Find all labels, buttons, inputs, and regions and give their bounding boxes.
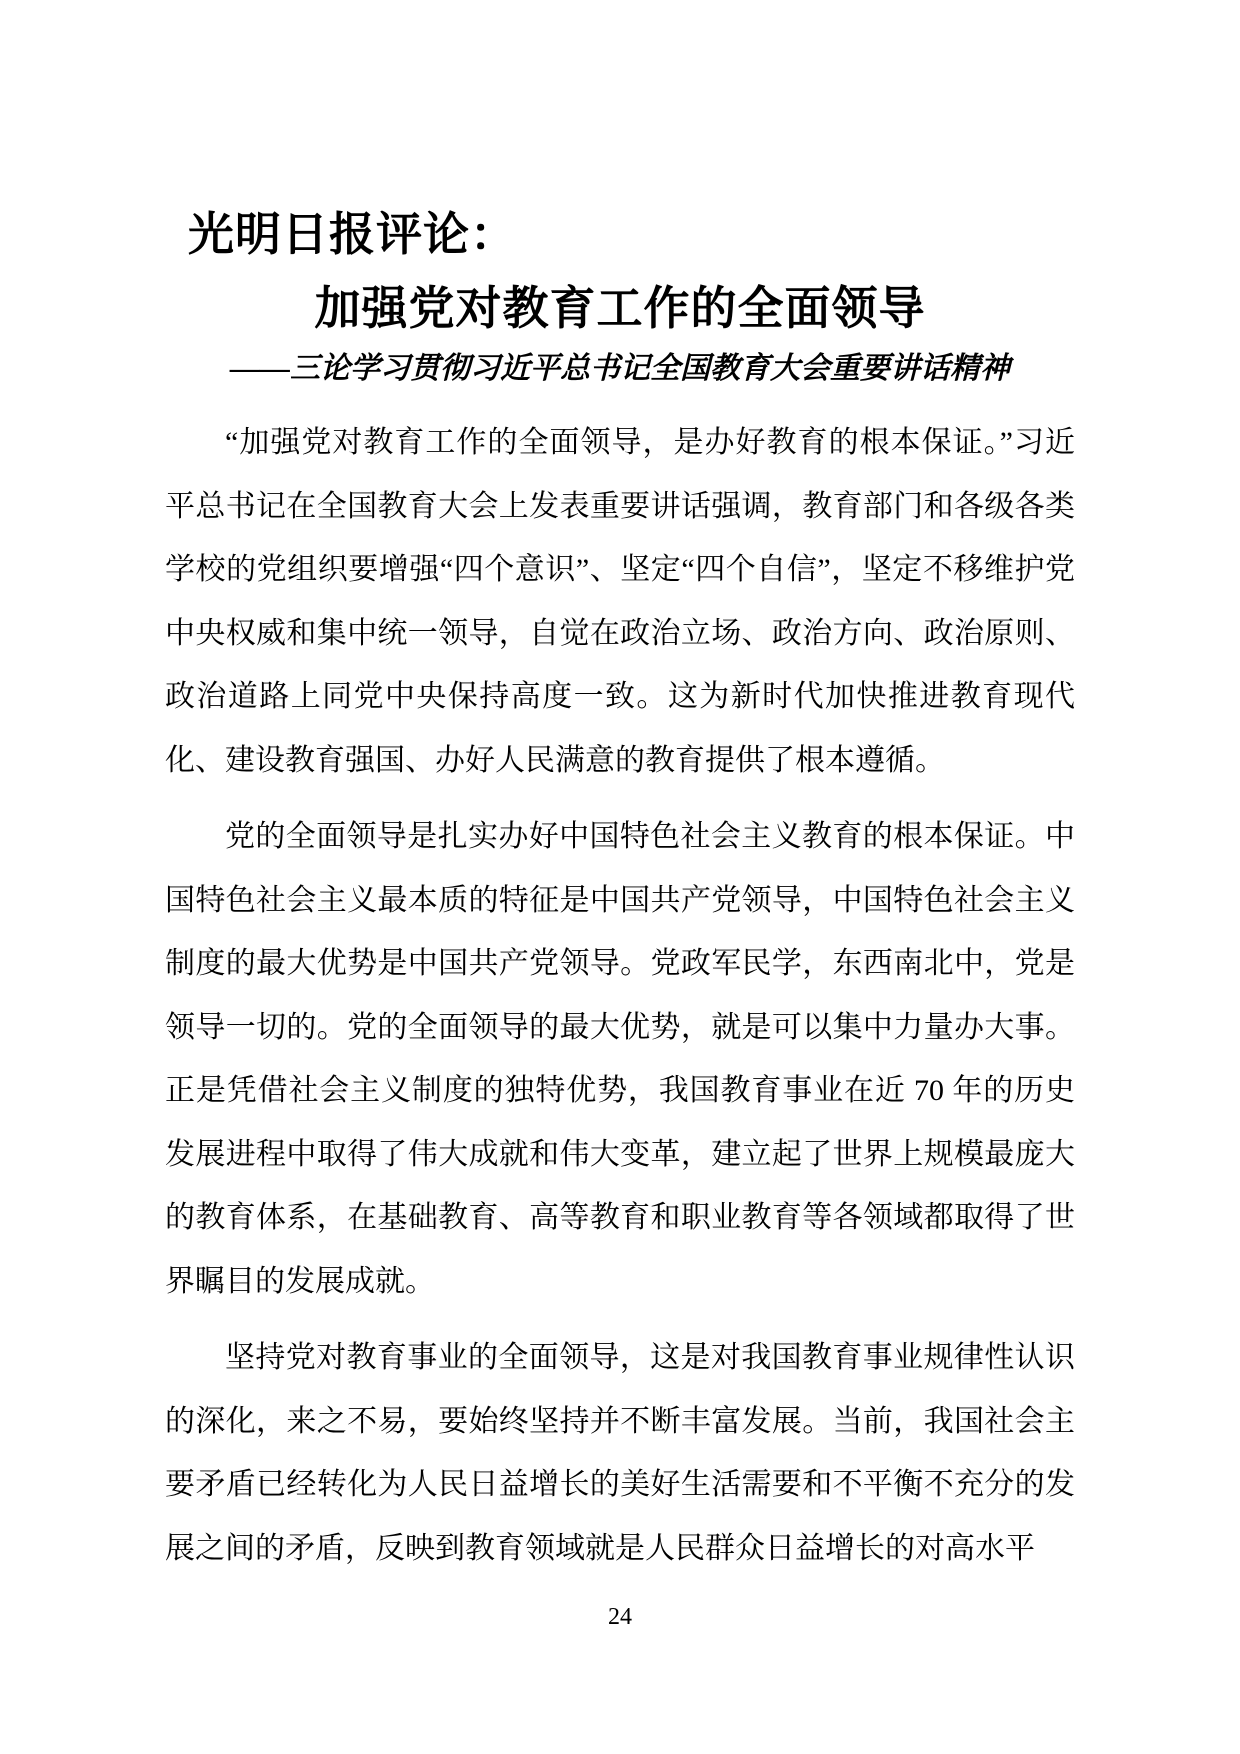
- document-body: [165, 411, 1075, 1580]
- body-paragraph: 党的全面领导是扎实办好中国特色社会主义教育的根本保证。中国特色社会主义最本质的特征是中国共产党领导，中国特色社会主义制度的最大优势是中国共产党领导。党政军民学，东西南北中，党是领导一切的。党的全面领导的最大优势，就是可以集中力量办大事。正是凭借社会主义制度的独特优势，我国教育事业在近 70 年的历史发展进程中取得了伟大成就和伟大变革，建立起了世界上规模最庞大的教育体系，在基础教育、高等教育和职业教育等各领域都取得了世界瞩目的发展成就。: [165, 820, 1075, 1298]
- page-number: 24: [608, 1604, 632, 1630]
- document-content: [165, 205, 1075, 1580]
- body-paragraph: 坚持党对教育事业的全面领导，这是对我国教育事业规律性认识的深化，来之不易，要始终坚持并不断丰富发展。当前，我国社会主要矛盾已经转化为人民日益增长的美好生活需要和不平衡不充分的发展之间的矛盾，反映到教育领域就是人民群众日益增长的对高水平: [165, 1341, 1075, 1565]
- document-subtitle: ——三论学习贯彻习近平总书记全国教育大会重要讲话精神: [230, 352, 1010, 385]
- body-paragraph: “加强党对教育工作的全面领导，是办好教育的根本保证。”习近平总书记在全国教育大会上发表重要讲话强调，教育部门和各级各类学校的党组织要增强“四个意识”、坚定“四个自信”，坚定不移维护党中央权威和集中统一领导，自觉在政治立场、政治方向、政治原则、政治道路上同党中央保持高度一致。这为新时代加快推进教育现代化、建设教育强国、办好人民满意的教育提供了根本遵循。: [165, 426, 1075, 777]
- document-title-main: 加强党对教育工作的全面领导: [314, 282, 926, 334]
- document-title-source: 光明日报评论：: [188, 208, 517, 260]
